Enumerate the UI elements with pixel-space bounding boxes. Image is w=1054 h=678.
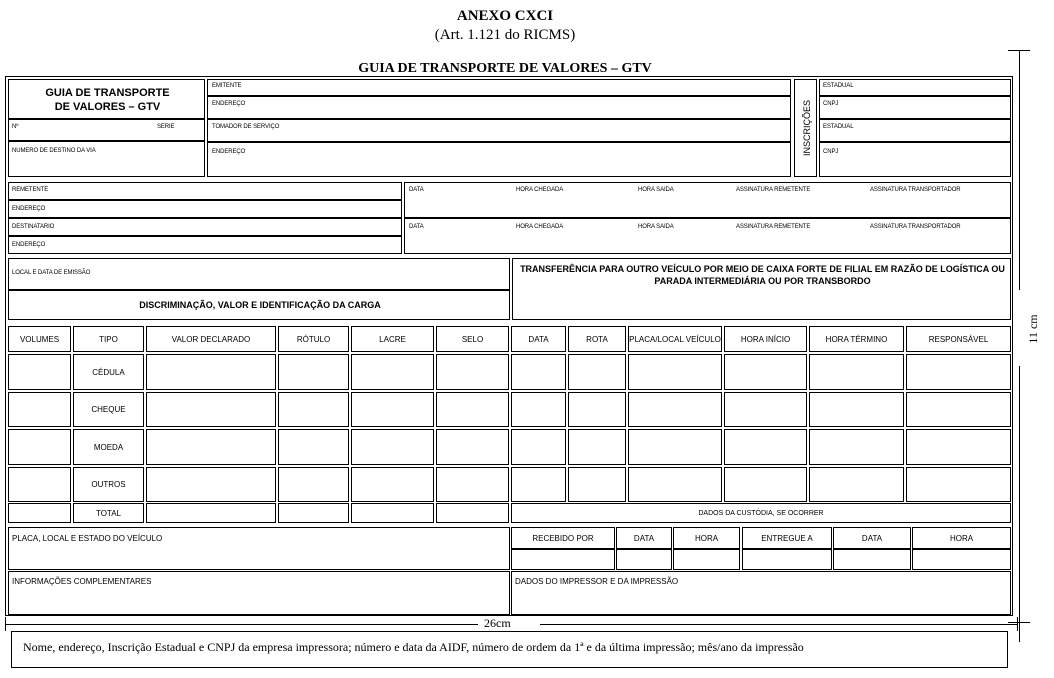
data-cell[interactable] — [511, 467, 566, 502]
data-cell[interactable] — [146, 467, 276, 502]
hora-chegada-rem-label: HORA CHEGADA — [516, 187, 564, 193]
data1-header — [616, 527, 672, 549]
col-header-label: VALOR DECLARADO — [171, 334, 251, 344]
col-header — [568, 326, 626, 352]
data1-field[interactable] — [616, 549, 672, 570]
assinatura-remetente-dest-label: ASSINATURA REMETENTE — [736, 224, 811, 230]
width-dim-label: 26cm — [484, 616, 511, 630]
total-data-cell[interactable] — [146, 503, 276, 523]
col-header — [73, 326, 144, 352]
data-cell[interactable] — [628, 354, 722, 390]
data-rem-label: DATA — [409, 187, 424, 193]
data-cell[interactable] — [511, 354, 566, 390]
data-cell[interactable] — [809, 354, 904, 390]
estadual-tomador-field[interactable] — [819, 119, 1011, 142]
data2-header — [833, 527, 911, 549]
data-cell[interactable] — [906, 467, 1011, 502]
data-cell[interactable] — [724, 392, 807, 427]
type-cell — [73, 392, 144, 427]
type-label: MOEDA — [93, 442, 124, 452]
info-complementares-label: INFORMAÇÕES COMPLEMENTARES — [12, 577, 152, 586]
endereco-tomador-label: ENDEREÇO — [212, 149, 246, 155]
col-header — [8, 326, 71, 352]
local-data-emissao-field[interactable] — [8, 258, 510, 290]
cnpj-emitente-field[interactable] — [819, 96, 1011, 119]
total-data-cell[interactable] — [8, 503, 71, 523]
data-cell[interactable] — [511, 392, 566, 427]
impressor-field[interactable] — [511, 571, 1011, 615]
data-cell[interactable] — [8, 429, 71, 465]
annex-title: ANEXO CXCI — [456, 8, 554, 24]
data-cell[interactable] — [724, 354, 807, 390]
destinatario-field[interactable] — [8, 218, 402, 236]
data-cell[interactable] — [8, 392, 71, 427]
height-dim-line-bottom — [1019, 366, 1020, 642]
col-header — [278, 326, 349, 352]
height-dim-line-top — [1019, 50, 1020, 290]
data2-field[interactable] — [833, 549, 911, 570]
height-dim-label: 11 cm — [1026, 314, 1040, 344]
recebido-por-field[interactable] — [511, 549, 615, 570]
type-cell — [73, 467, 144, 502]
data-cell[interactable] — [568, 392, 626, 427]
data-cell[interactable] — [351, 429, 434, 465]
printer-note: Nome, endereço, Inscrição Estadual e CNPJ da empresa impressora; número e data da AIDF, número de ordem da 1ª e da última impressão; mês/ano da impressão — [23, 640, 804, 654]
col-header-label: LACRE — [379, 334, 406, 344]
gtv-title-box — [8, 79, 205, 119]
inscricoes-label: INSCRIÇÕES — [802, 100, 812, 157]
recebido-por-header — [511, 527, 615, 549]
entregue-a-header — [742, 527, 832, 549]
data-cell[interactable] — [628, 429, 722, 465]
data-cell[interactable] — [351, 354, 434, 390]
col-header-label: RÓTULO — [296, 334, 331, 344]
col-header — [724, 326, 807, 352]
data-cell[interactable] — [8, 354, 71, 390]
hora1-label: HORA — [694, 533, 719, 543]
remetente-label: REMETENTE — [12, 187, 49, 193]
gtv-title-line1: GUIA DE TRANSPORTE — [45, 87, 170, 99]
entregue-a-field[interactable] — [742, 549, 832, 570]
data-cell[interactable] — [568, 429, 626, 465]
endereco-remetente-label: ENDEREÇO — [12, 206, 46, 212]
printer-note-box — [11, 631, 1008, 668]
total-data-cell[interactable] — [436, 503, 509, 523]
data-dest-label: DATA — [409, 224, 424, 230]
hora1-field[interactable] — [673, 549, 740, 570]
custodia-label: DADOS DA CUSTÓDIA, SE OCORRER — [698, 509, 824, 517]
destinatario-label: DESTINATARIO — [12, 224, 55, 230]
recebido-por-label: RECEBIDO POR — [532, 533, 594, 543]
endereco-remetente-field[interactable] — [8, 200, 402, 218]
transferencia-label: TRANSFERÊNCIA PARA OUTRO VEÍCULO POR MEIO DE CAIXA FORTE DE FILIAL EM RAZÃO DE LOGÍSTICA OU PARADA INTERMEDIÁRIA OU POR TRANSBORDO — [520, 264, 1005, 286]
col-header — [146, 326, 276, 352]
impressor-label: DADOS DO IMPRESSOR E DA IMPRESSÃO — [515, 577, 679, 586]
data-cell[interactable] — [906, 392, 1011, 427]
width-dim-right-tick — [1017, 617, 1018, 631]
tomador-field[interactable] — [207, 119, 791, 142]
col-header — [511, 326, 566, 352]
total-data-cell[interactable] — [351, 503, 434, 523]
emitente-field[interactable] — [207, 79, 791, 96]
custodia-cell[interactable] — [511, 503, 1011, 523]
col-header-label: SELO — [461, 334, 484, 344]
assinatura-transportador-dest-label: ASSINATURA TRANSPORTADOR — [870, 224, 961, 230]
data-cell[interactable] — [511, 429, 566, 465]
entregue-a-label: ENTREGUE A — [761, 533, 813, 543]
data-cell[interactable] — [568, 354, 626, 390]
data-cell[interactable] — [568, 467, 626, 502]
col-header — [906, 326, 1011, 352]
col-header-label: HORA INÍCIO — [740, 334, 791, 344]
endereco-destinatario-label: ENDEREÇO — [12, 242, 46, 248]
hora1-header — [673, 527, 740, 549]
form-title: GUIA DE TRANSPORTE DE VALORES – GTV — [358, 61, 652, 76]
placa-veiculo-label: PLACA, LOCAL E ESTADO DO VEÍCULO — [12, 534, 163, 543]
col-header-label: TIPO — [99, 334, 118, 344]
data-cell[interactable] — [146, 429, 276, 465]
data-cell[interactable] — [724, 467, 807, 502]
hora-chegada-dest-label: HORA CHEGADA — [516, 224, 564, 230]
data-cell[interactable] — [8, 467, 71, 502]
cnpj-tomador-field[interactable] — [819, 142, 1011, 177]
col-header-label: ROTA — [586, 334, 608, 344]
type-label: OUTROS — [91, 480, 126, 489]
data2-label: DATA — [861, 533, 883, 543]
hora2-label: HORA — [949, 533, 974, 543]
col-header-label: RESPONSÁVEL — [928, 334, 989, 344]
data-cell[interactable] — [146, 354, 276, 390]
hora2-header — [912, 527, 1011, 549]
estadual-tomador-label: ESTADUAL — [823, 124, 854, 130]
hora-saida-rem-label: HORA SAIDA — [638, 187, 674, 193]
gtv-title-line2: DE VALORES – GTV — [54, 101, 161, 113]
type-label: CÉDULA — [92, 367, 125, 377]
local-data-emissao-label: LOCAL E DATA DE EMISSÃO — [12, 270, 91, 276]
transferencia-box — [512, 258, 1011, 320]
type-cell — [73, 354, 144, 390]
data-cell[interactable] — [436, 429, 509, 465]
hora2-field[interactable] — [912, 549, 1011, 570]
estadual-emitente-label: ESTADUAL — [823, 83, 854, 89]
info-complementares-field[interactable] — [8, 571, 510, 615]
data-cell[interactable] — [436, 467, 509, 502]
placa-veiculo-field[interactable] — [8, 527, 510, 570]
numero-label: Nº — [12, 124, 19, 130]
data-cell[interactable] — [278, 392, 349, 427]
total-data-cell[interactable] — [278, 503, 349, 523]
col-header-label: DATA — [528, 334, 549, 344]
endereco-destinatario-field[interactable] — [8, 236, 402, 254]
total-cell — [73, 503, 144, 523]
type-label: CHEQUE — [91, 405, 126, 414]
data-cell[interactable] — [278, 467, 349, 502]
type-cell — [73, 429, 144, 465]
data-cell[interactable] — [906, 354, 1011, 390]
data-cell[interactable] — [278, 354, 349, 390]
data-cell[interactable] — [628, 467, 722, 502]
inscricoes-box — [794, 79, 817, 177]
assinatura-remetente-label: ASSINATURA REMETENTE — [736, 187, 811, 193]
col-header — [436, 326, 509, 352]
assinatura-transportador-label: ASSINATURA TRANSPORTADOR — [870, 187, 961, 193]
data-cell[interactable] — [809, 392, 904, 427]
remetente-field[interactable] — [8, 182, 402, 200]
data-cell[interactable] — [278, 429, 349, 465]
discriminacao-box — [8, 290, 510, 320]
endereco-emitente-field[interactable] — [207, 96, 791, 119]
col-header — [628, 326, 722, 352]
data-cell[interactable] — [436, 392, 509, 427]
cnpj-emitente-label: CNPJ — [823, 101, 839, 107]
data-cell[interactable] — [724, 429, 807, 465]
estadual-emitente-field[interactable] — [819, 79, 1011, 96]
data-cell[interactable] — [436, 354, 509, 390]
width-dim-line-right — [540, 624, 1017, 625]
data-cell[interactable] — [146, 392, 276, 427]
data-cell[interactable] — [809, 429, 904, 465]
col-header-label: PLACA/LOCAL VEÍCULO — [629, 334, 721, 344]
destinatario-signature-row[interactable] — [404, 218, 1011, 254]
annex-subtitle: (Art. 1.121 do RICMS) — [434, 27, 576, 43]
col-header — [351, 326, 434, 352]
col-header-label: HORA TÉRMINO — [825, 334, 888, 344]
data-cell[interactable] — [351, 467, 434, 502]
endereco-emitente-label: ENDEREÇO — [212, 101, 246, 107]
tomador-label: TOMADOR DE SERVIÇO — [212, 124, 280, 130]
numero-destino-label: NUMERO DE DESTINO DA VIA — [12, 148, 96, 154]
data1-label: DATA — [633, 533, 655, 543]
hora-saida-dest-label: HORA SAIDA — [638, 224, 674, 230]
discriminacao-label: DISCRIMINAÇÃO, VALOR E IDENTIFICAÇÃO DA CARGA — [139, 300, 381, 310]
data-cell[interactable] — [351, 392, 434, 427]
endereco-tomador-field[interactable] — [207, 142, 791, 177]
data-cell[interactable] — [906, 429, 1011, 465]
serie-label: SERIE — [157, 124, 175, 130]
emitente-label: EMITENTE — [212, 83, 242, 89]
numero-destino-box[interactable] — [8, 141, 205, 177]
data-cell[interactable] — [628, 392, 722, 427]
data-cell[interactable] — [809, 467, 904, 502]
cnpj-tomador-label: CNPJ — [823, 149, 839, 155]
col-header — [809, 326, 904, 352]
width-dim-line-left — [5, 624, 478, 625]
total-label: TOTAL — [95, 508, 122, 518]
numero-serie-box[interactable] — [8, 119, 205, 141]
remetente-signature-row[interactable] — [404, 182, 1011, 218]
col-header-label: VOLUMES — [19, 334, 60, 344]
